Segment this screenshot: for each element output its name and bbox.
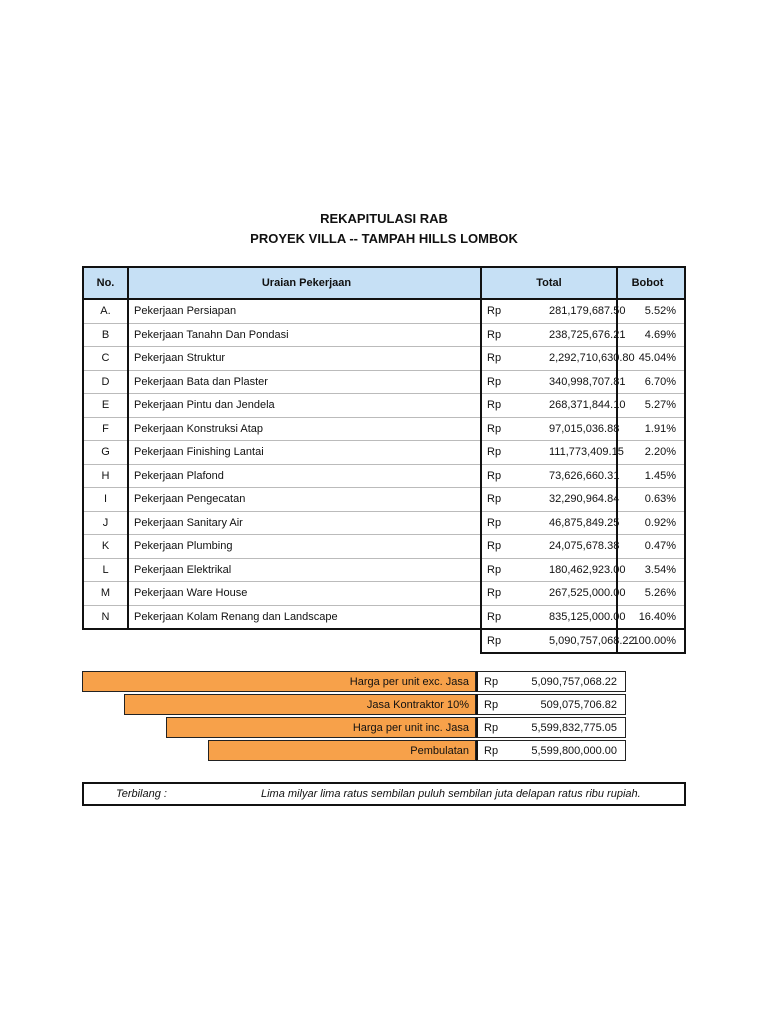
row-currency: Rp [481, 535, 549, 559]
summary-value: 5,599,800,000.00 [531, 745, 617, 757]
row-uraian: Pekerjaan Pintu dan Jendela [128, 394, 481, 418]
summary-value: 5,599,832,775.05 [531, 722, 617, 734]
row-no: I [83, 488, 128, 512]
document-subtitle: PROYEK VILLA -- TAMPAH HILLS LOMBOK [250, 231, 518, 246]
summary-row [82, 671, 626, 694]
row-uraian: Pekerjaan Plafond [128, 464, 481, 488]
row-total: 111,773,409.15 [549, 441, 617, 465]
row-bobot: 0.47% [617, 535, 685, 559]
row-total: 32,290,964.84 [549, 488, 617, 512]
row-bobot: 5.27% [617, 394, 685, 418]
row-no: J [83, 511, 128, 535]
row-bobot: 16.40% [617, 605, 685, 629]
grand-total-value: 5,090,757,068.22 [549, 629, 617, 653]
row-uraian: Pekerjaan Finishing Lantai [128, 441, 481, 465]
row-currency: Rp [481, 582, 549, 606]
row-bobot: 6.70% [617, 370, 685, 394]
summary-currency: Rp [484, 699, 499, 711]
summary-label: Harga per unit inc. Jasa [166, 717, 476, 738]
row-currency: Rp [481, 370, 549, 394]
summary-row [82, 717, 626, 740]
summary-value-cell [476, 694, 626, 715]
row-no: A. [83, 299, 128, 323]
row-total: 267,525,000.00 [549, 582, 617, 606]
row-total: 835,125,000.00 [549, 605, 617, 629]
summary-currency: Rp [484, 745, 499, 757]
row-uraian: Pekerjaan Ware House [128, 582, 481, 606]
table-row [83, 394, 685, 418]
row-total: 2,292,710,630.80 [549, 347, 617, 371]
blank-cell [128, 629, 481, 653]
table-row [83, 347, 685, 371]
row-total: 73,626,660.31 [549, 464, 617, 488]
row-bobot: 1.91% [617, 417, 685, 441]
row-currency: Rp [481, 441, 549, 465]
terbilang-text: Lima milyar lima ratus sembilan puluh sembilan juta delapan ratus ribu rupiah. [261, 788, 641, 800]
row-no: N [83, 605, 128, 629]
row-no: M [83, 582, 128, 606]
row-total: 340,998,707.81 [549, 370, 617, 394]
row-uraian: Pekerjaan Bata dan Plaster [128, 370, 481, 394]
row-no: G [83, 441, 128, 465]
row-currency: Rp [481, 605, 549, 629]
grand-total-bobot: 100.00% [617, 629, 685, 653]
header-no: No. [83, 267, 128, 299]
row-uraian: Pekerjaan Pengecatan [128, 488, 481, 512]
row-uraian: Pekerjaan Persiapan [128, 299, 481, 323]
summary-value: 5,090,757,068.22 [531, 676, 617, 688]
row-currency: Rp [481, 347, 549, 371]
row-total: 97,015,036.88 [549, 417, 617, 441]
row-no: C [83, 347, 128, 371]
row-no: K [83, 535, 128, 559]
row-uraian: Pekerjaan Konstruksi Atap [128, 417, 481, 441]
summary-label: Harga per unit exc. Jasa [82, 671, 476, 692]
grand-total-currency: Rp [481, 629, 549, 653]
table-row [83, 582, 685, 606]
price-summary [82, 671, 626, 763]
row-bobot: 1.45% [617, 464, 685, 488]
row-bobot: 5.26% [617, 582, 685, 606]
table-row [83, 441, 685, 465]
row-currency: Rp [481, 464, 549, 488]
table-row [83, 417, 685, 441]
row-total: 180,462,923.00 [549, 558, 617, 582]
summary-value: 509,075,706.82 [540, 699, 617, 711]
table-row [83, 370, 685, 394]
grand-total-row [83, 629, 685, 653]
row-currency: Rp [481, 511, 549, 535]
row-bobot: 0.92% [617, 511, 685, 535]
row-total: 24,075,678.38 [549, 535, 617, 559]
row-uraian: Pekerjaan Kolam Renang dan Landscape [128, 605, 481, 629]
table-row [83, 464, 685, 488]
row-currency: Rp [481, 417, 549, 441]
row-uraian: Pekerjaan Struktur [128, 347, 481, 371]
table-header-row [83, 267, 685, 299]
header-uraian: Uraian Pekerjaan [128, 267, 481, 299]
rab-table [82, 266, 686, 654]
row-no: E [83, 394, 128, 418]
summary-row [82, 694, 626, 717]
row-bobot: 3.54% [617, 558, 685, 582]
summary-value-cell [476, 671, 626, 692]
table-row [83, 488, 685, 512]
table-row [83, 605, 685, 629]
row-total: 238,725,676.21 [549, 323, 617, 347]
row-uraian: Pekerjaan Sanitary Air [128, 511, 481, 535]
summary-row [82, 740, 626, 763]
row-uraian: Pekerjaan Plumbing [128, 535, 481, 559]
row-no: D [83, 370, 128, 394]
row-bobot: 4.69% [617, 323, 685, 347]
terbilang-label: Terbilang : [116, 788, 167, 800]
header-total: Total [481, 267, 617, 299]
row-total: 281,179,687.50 [549, 305, 626, 318]
row-no: L [83, 558, 128, 582]
row-total: 46,875,849.25 [549, 511, 617, 535]
summary-label: Jasa Kontraktor 10% [124, 694, 476, 715]
summary-currency: Rp [484, 676, 499, 688]
summary-value-cell [476, 740, 626, 761]
row-currency: Rp [481, 394, 549, 418]
row-total: 268,371,844.10 [549, 394, 617, 418]
summary-currency: Rp [484, 722, 499, 734]
row-no: B [83, 323, 128, 347]
row-bobot: 2.20% [617, 441, 685, 465]
row-no: F [83, 417, 128, 441]
row-currency: Rp [481, 323, 549, 347]
summary-value-cell [476, 717, 626, 738]
terbilang-box [82, 782, 686, 806]
table-row [83, 299, 685, 323]
summary-label: Pembulatan [208, 740, 476, 761]
document-title: REKAPITULASI RAB [320, 211, 448, 226]
table-row [83, 323, 685, 347]
row-bobot: 45.04% [617, 347, 685, 371]
row-bobot: 0.63% [617, 488, 685, 512]
row-bobot: 5.52% [617, 299, 685, 323]
table-row [83, 535, 685, 559]
row-currency: Rp [481, 558, 549, 582]
row-no: H [83, 464, 128, 488]
blank-cell [83, 629, 128, 653]
row-currency: Rp [481, 488, 549, 512]
table-row [83, 511, 685, 535]
row-uraian: Pekerjaan Elektrikal [128, 558, 481, 582]
row-currency: Rp [481, 299, 549, 323]
header-bobot: Bobot [617, 267, 685, 299]
row-uraian: Pekerjaan Tanahn Dan Pondasi [128, 323, 481, 347]
table-row [83, 558, 685, 582]
